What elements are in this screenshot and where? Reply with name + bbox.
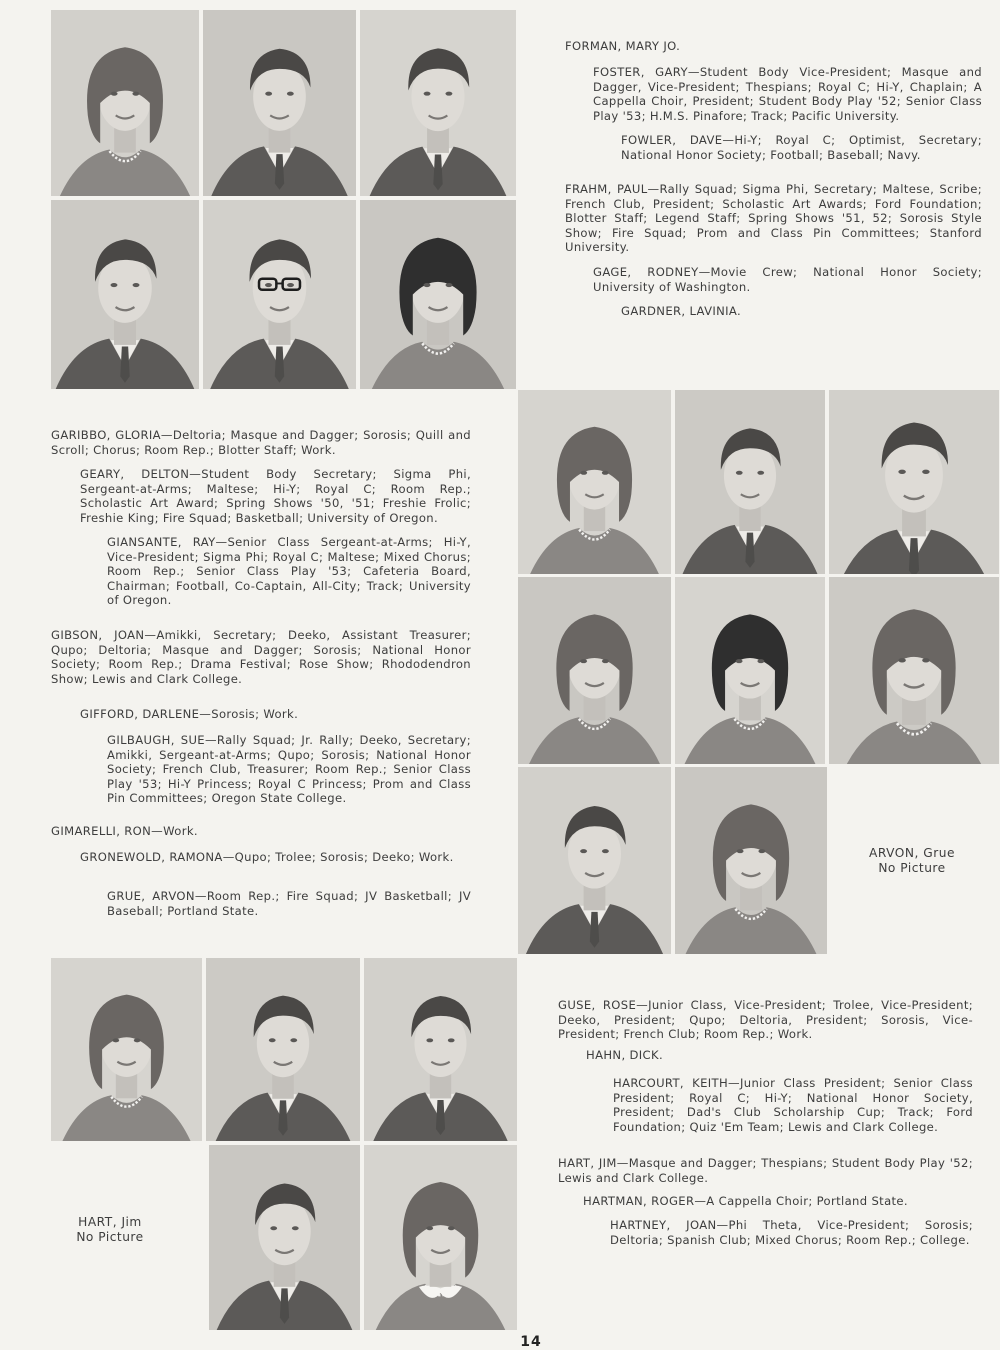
- portrait-image: [675, 577, 825, 764]
- portrait-photo: [203, 200, 356, 389]
- portrait-photo: [203, 10, 356, 196]
- portrait-photo: [51, 958, 202, 1141]
- portrait-photo: [364, 958, 517, 1141]
- portrait-photo: [51, 200, 199, 389]
- no-picture-caption: [40, 1215, 180, 1244]
- portrait-image: [206, 958, 360, 1141]
- portrait-image: [203, 200, 356, 389]
- entry-gronewold: GRONEWOLD, RAMONA—Qupo; Trolee; Sorosis; Deeko; Work.: [80, 850, 454, 864]
- portrait-image: [675, 767, 827, 954]
- portrait-photo: [518, 577, 671, 764]
- entry-forman: FORMAN, MARY JO.: [565, 39, 681, 53]
- page-number: 14: [520, 1334, 542, 1350]
- entry-garibbo: GARIBBO, GLORIA—Deltoria; Masque and Dagger; Sorosis; Quill and Scroll; Chorus; Room Rep.; Blotter Staff; Work.: [51, 428, 471, 457]
- portrait-image: [51, 10, 199, 196]
- entry-hart: HART, JIM—Masque and Dagger; Thespians; Student Body Play '52; Lewis and Clark College.: [558, 1156, 973, 1185]
- entry-gifford: GIFFORD, DARLENE—Sorosis; Work.: [80, 707, 299, 721]
- portrait-image: [364, 958, 517, 1141]
- caption-note: No Picture: [878, 860, 946, 875]
- no-picture-caption: [832, 846, 992, 875]
- entry-gilbaugh: GILBAUGH, SUE—Rally Squad; Jr. Rally; Deeko, Secretary; Amikki, Sergeant-at-Arms; Qupo; Sorosis; National Honor Society; French Club, Treasurer; Room Rep.; Senior Class Play '53; Hi-Y Princess; Royal C Princess; Prom and Class Pin Committees; Oregon State College.: [107, 733, 471, 806]
- entry-foster: FOSTER, GARY—Student Body Vice-President; Masque and Dagger, Vice-President; Thespians; Royal C; Hi-Y, Chaplain; A Cappella Choir, President; Student Body Play '52; Senior Class Play '53; H.M.S. Pinafore; Track; Pacific University.: [593, 65, 982, 123]
- entry-giansante: GIANSANTE, RAY—Senior Class Sergeant-at-Arms; Hi-Y, Vice-President; Sigma Phi; Royal C; Maltese; Mixed Chorus; Room Rep.; Senior Class Play '53; Cafeteria Board, Chairman; Football, Co-Captain, All-City; Track; University of Oregon.: [107, 535, 471, 608]
- portrait-image: [209, 1145, 360, 1330]
- portrait-photo: [360, 10, 516, 196]
- portrait-image: [51, 200, 199, 389]
- portrait-photo: [360, 200, 516, 389]
- entry-gage: GAGE, RODNEY—Movie Crew; National Honor Society; University of Washington.: [593, 265, 982, 294]
- portrait-photo: [829, 390, 999, 574]
- portrait-image: [518, 390, 671, 574]
- portrait-image: [829, 390, 999, 574]
- caption-name: HART, Jim: [78, 1215, 142, 1229]
- portrait-photo: [675, 577, 825, 764]
- portrait-image: [360, 200, 516, 389]
- portrait-photo: [206, 958, 360, 1141]
- entry-guse: GUSE, ROSE—Junior Class, Vice-President; Trolee, Vice-President; Deeko, President; Qupo; Deltoria, President; Sorosis, Vice-President; French Club; Room Rep.; Work.: [558, 998, 973, 1042]
- entry-gibson: GIBSON, JOAN—Amikki, Secretary; Deeko, Assistant Treasurer; Qupo; Deltoria; Masque and Dagger; Sorosis; National Honor Society; Room Rep.; Drama Festival; Rose Show; Rhododendron Show; Lewis and Clark College.: [51, 628, 471, 686]
- portrait-photo: [518, 390, 671, 574]
- portrait-photo: [675, 767, 827, 954]
- portrait-photo: [209, 1145, 360, 1330]
- entry-gimarelli: GIMARELLI, RON—Work.: [51, 824, 198, 838]
- portrait-image: [518, 577, 671, 764]
- portrait-image: [51, 958, 202, 1141]
- caption-note: No Picture: [76, 1229, 144, 1244]
- entry-hartman: HARTMAN, ROGER—A Cappella Choir; Portland State.: [583, 1194, 908, 1208]
- portrait-photo: [518, 767, 671, 954]
- entry-fowler: FOWLER, DAVE—Hi-Y; Royal C; Optimist, Secretary; National Honor Society; Football; Baseball; Navy.: [621, 133, 982, 162]
- portrait-photo: [364, 1145, 517, 1330]
- portrait-photo: [829, 577, 999, 764]
- portrait-image: [518, 767, 671, 954]
- caption-name: ARVON, Grue: [869, 846, 955, 860]
- entry-grue: GRUE, ARVON—Room Rep.; Fire Squad; JV Basketball; JV Baseball; Portland State.: [107, 889, 471, 918]
- portrait-image: [364, 1145, 517, 1330]
- entry-hahn: HAHN, DICK.: [586, 1048, 663, 1062]
- portrait-image: [203, 10, 356, 196]
- entry-harcourt: HARCOURT, KEITH—Junior Class President; Senior Class President; Royal C; Hi-Y; National Honor Society, President; Dad's Club Scholarship Cup; Track; Ford Foundation; Quiz 'Em Team; Lewis and Clark College.: [613, 1076, 973, 1134]
- entry-gardner: GARDNER, LAVINIA.: [621, 304, 742, 318]
- entry-frahm: FRAHM, PAUL—Rally Squad; Sigma Phi, Secretary; Maltese, Scribe; French Club, President; Scholastic Art Awards; Ford Foundation; Blotter Staff; Legend Staff; Spring Shows '51, 52; Sorosis Style Show; Fire Squad; Prom and Class Pin Committees; Stanford University.: [565, 182, 982, 255]
- portrait-photo: [675, 390, 825, 574]
- entry-hartney: HARTNEY, JOAN—Phi Theta, Vice-President; Sorosis; Deltoria; Spanish Club; Mixed Chorus; Room Rep.; College.: [610, 1218, 973, 1247]
- portrait-photo: [51, 10, 199, 196]
- portrait-image: [360, 10, 516, 196]
- portrait-image: [829, 577, 999, 764]
- portrait-image: [675, 390, 825, 574]
- entry-geary: GEARY, DELTON—Student Body Secretary; Sigma Phi, Sergeant-at-Arms; Maltese; Hi-Y; Royal C; Room Rep.; Scholastic Art Award; Spring Shows '50, '51; Freshie Frolic; Freshie King; Fire Squad; Basketball; University of Oregon.: [80, 467, 471, 525]
